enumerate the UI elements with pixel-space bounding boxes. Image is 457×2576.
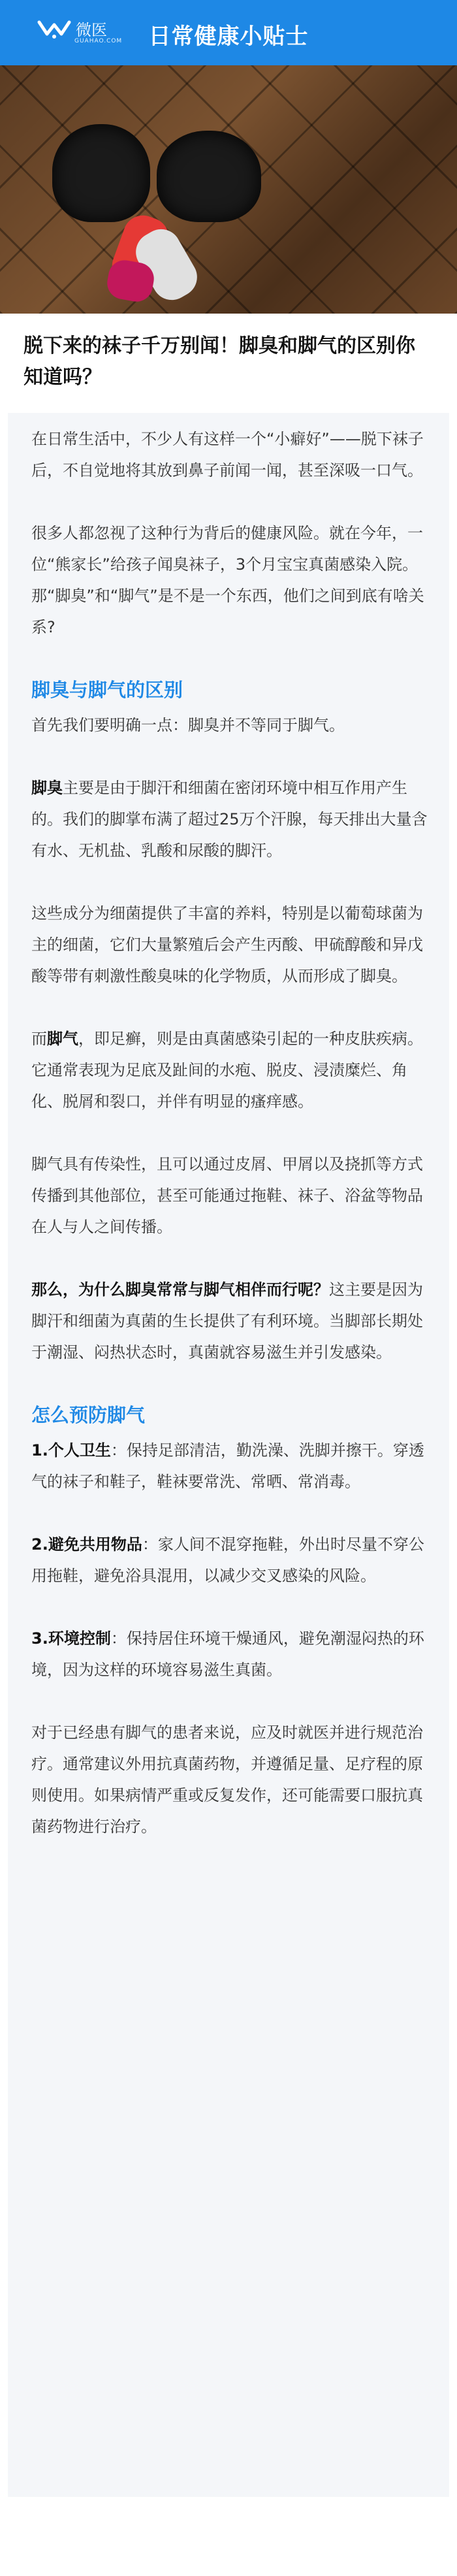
logo-name: 微医 — [76, 21, 107, 39]
paragraph: 首先我们要明确一点：脚臭并不等同于脚气。 — [31, 716, 345, 734]
paragraph — [31, 1274, 431, 1368]
bold-term: 脚气 — [47, 1030, 78, 1048]
bold-question: 那么，为什么脚臭常常与脚气相伴而行呢？ — [31, 1280, 329, 1299]
list-item — [31, 1529, 431, 1591]
bold-term: 脚臭 — [31, 779, 63, 797]
section-heading: 怎么预防脚气 — [31, 1404, 146, 1426]
section-heading: 脚臭与脚气的区别 — [31, 679, 183, 701]
paragraph-text: ，即足癣，则是由真菌感染引起的一种皮肤疾病。它通常表现为足底及趾间的水疱、脱皮、浸渍糜烂、角化、脱屑和裂口，并伴有明显的瘙痒感。 — [31, 1030, 423, 1111]
list-item-title: 2.避免共用物品 — [31, 1535, 142, 1554]
paragraph: 对于已经患有脚气的患者来说，应及时就医并进行规范治疗。通常建议外用抗真菌药物，并遵循足量、足疗程的原则使用。如果病情严重或反复发作，还可能需要口服抗真菌药物进行治疗。 — [31, 1723, 423, 1836]
hero-image — [0, 65, 457, 314]
list-item — [31, 1623, 431, 1686]
paragraph: 在日常生活中，不少人有这样一个“小癖好”——脱下袜子后，不自觉地将其放到鼻子前闻一闻，甚至深吸一口气。 — [31, 430, 424, 480]
list-item-text: ：保持居住环境干燥通风，避免潮湿闷热的环境，因为这样的环境容易滋生真菌。 — [31, 1629, 424, 1679]
paragraph — [31, 772, 431, 866]
paragraph-text: 这主要是因为脚汗和细菌为真菌的生长提供了有利环境。当脚部长期处于潮湿、闷热状态时，真菌就容易滋生并引发感染。 — [31, 1280, 423, 1361]
paragraph: 很多人都忽视了这种行为背后的健康风险。就在今年，一位“熊家长”给孩子闻臭袜子，3个月宝宝真菌感染入院。那“脚臭”和“脚气”是不是一个东西，他们之间到底有啥关系? — [31, 524, 424, 636]
page-title: 日常健康小贴士 — [148, 24, 309, 50]
paragraph — [31, 1023, 431, 1117]
paragraph: 脚气具有传染性，且可以通过皮屑、甲屑以及挠抓等方式传播到其他部位，甚至可能通过拖鞋、袜子、浴盆等物品在人与人之间传播。 — [31, 1155, 423, 1236]
list-item-title: 1.个人卫生 — [31, 1441, 111, 1459]
paragraph: 这些成分为细菌提供了丰富的养料，特别是以葡萄球菌为主的细菌，它们大量繁殖后会产生丙酸、甲硫醇酸和异戊酸等带有刺激性酸臭味的化学物质，从而形成了脚臭。 — [31, 904, 423, 985]
list-item-text: ：保持足部清洁，勤洗澡、洗脚并擦干。穿透气的袜子和鞋子，鞋袜要常洗、常晒、常消毒。 — [31, 1441, 424, 1491]
clog-left-icon — [52, 124, 150, 222]
list-item-title: 3.环境控制 — [31, 1629, 111, 1648]
logo-subtitle: GUAHAO.COM — [74, 38, 123, 44]
paragraph-prefix: 而 — [31, 1030, 47, 1048]
article-body — [8, 413, 449, 2497]
list-item — [31, 1435, 431, 1497]
article-headline: 脱下来的袜子千万别闻！脚臭和脚气的区别你知道吗？ — [24, 334, 415, 389]
list-item-text: ：家人间不混穿拖鞋，外出时尽量不穿公用拖鞋，避免浴具混用，以减少交叉感染的风险。 — [31, 1535, 424, 1585]
paragraph-text: 主要是由于脚汗和细菌在密闭环境中相互作用产生的。我们的脚掌布满了超过25万个汗腺，每天排出大量含有水、无机盐、乳酸和尿酸的脚汗。 — [31, 779, 428, 860]
app-header — [0, 0, 457, 65]
clog-right-icon — [157, 131, 261, 222]
